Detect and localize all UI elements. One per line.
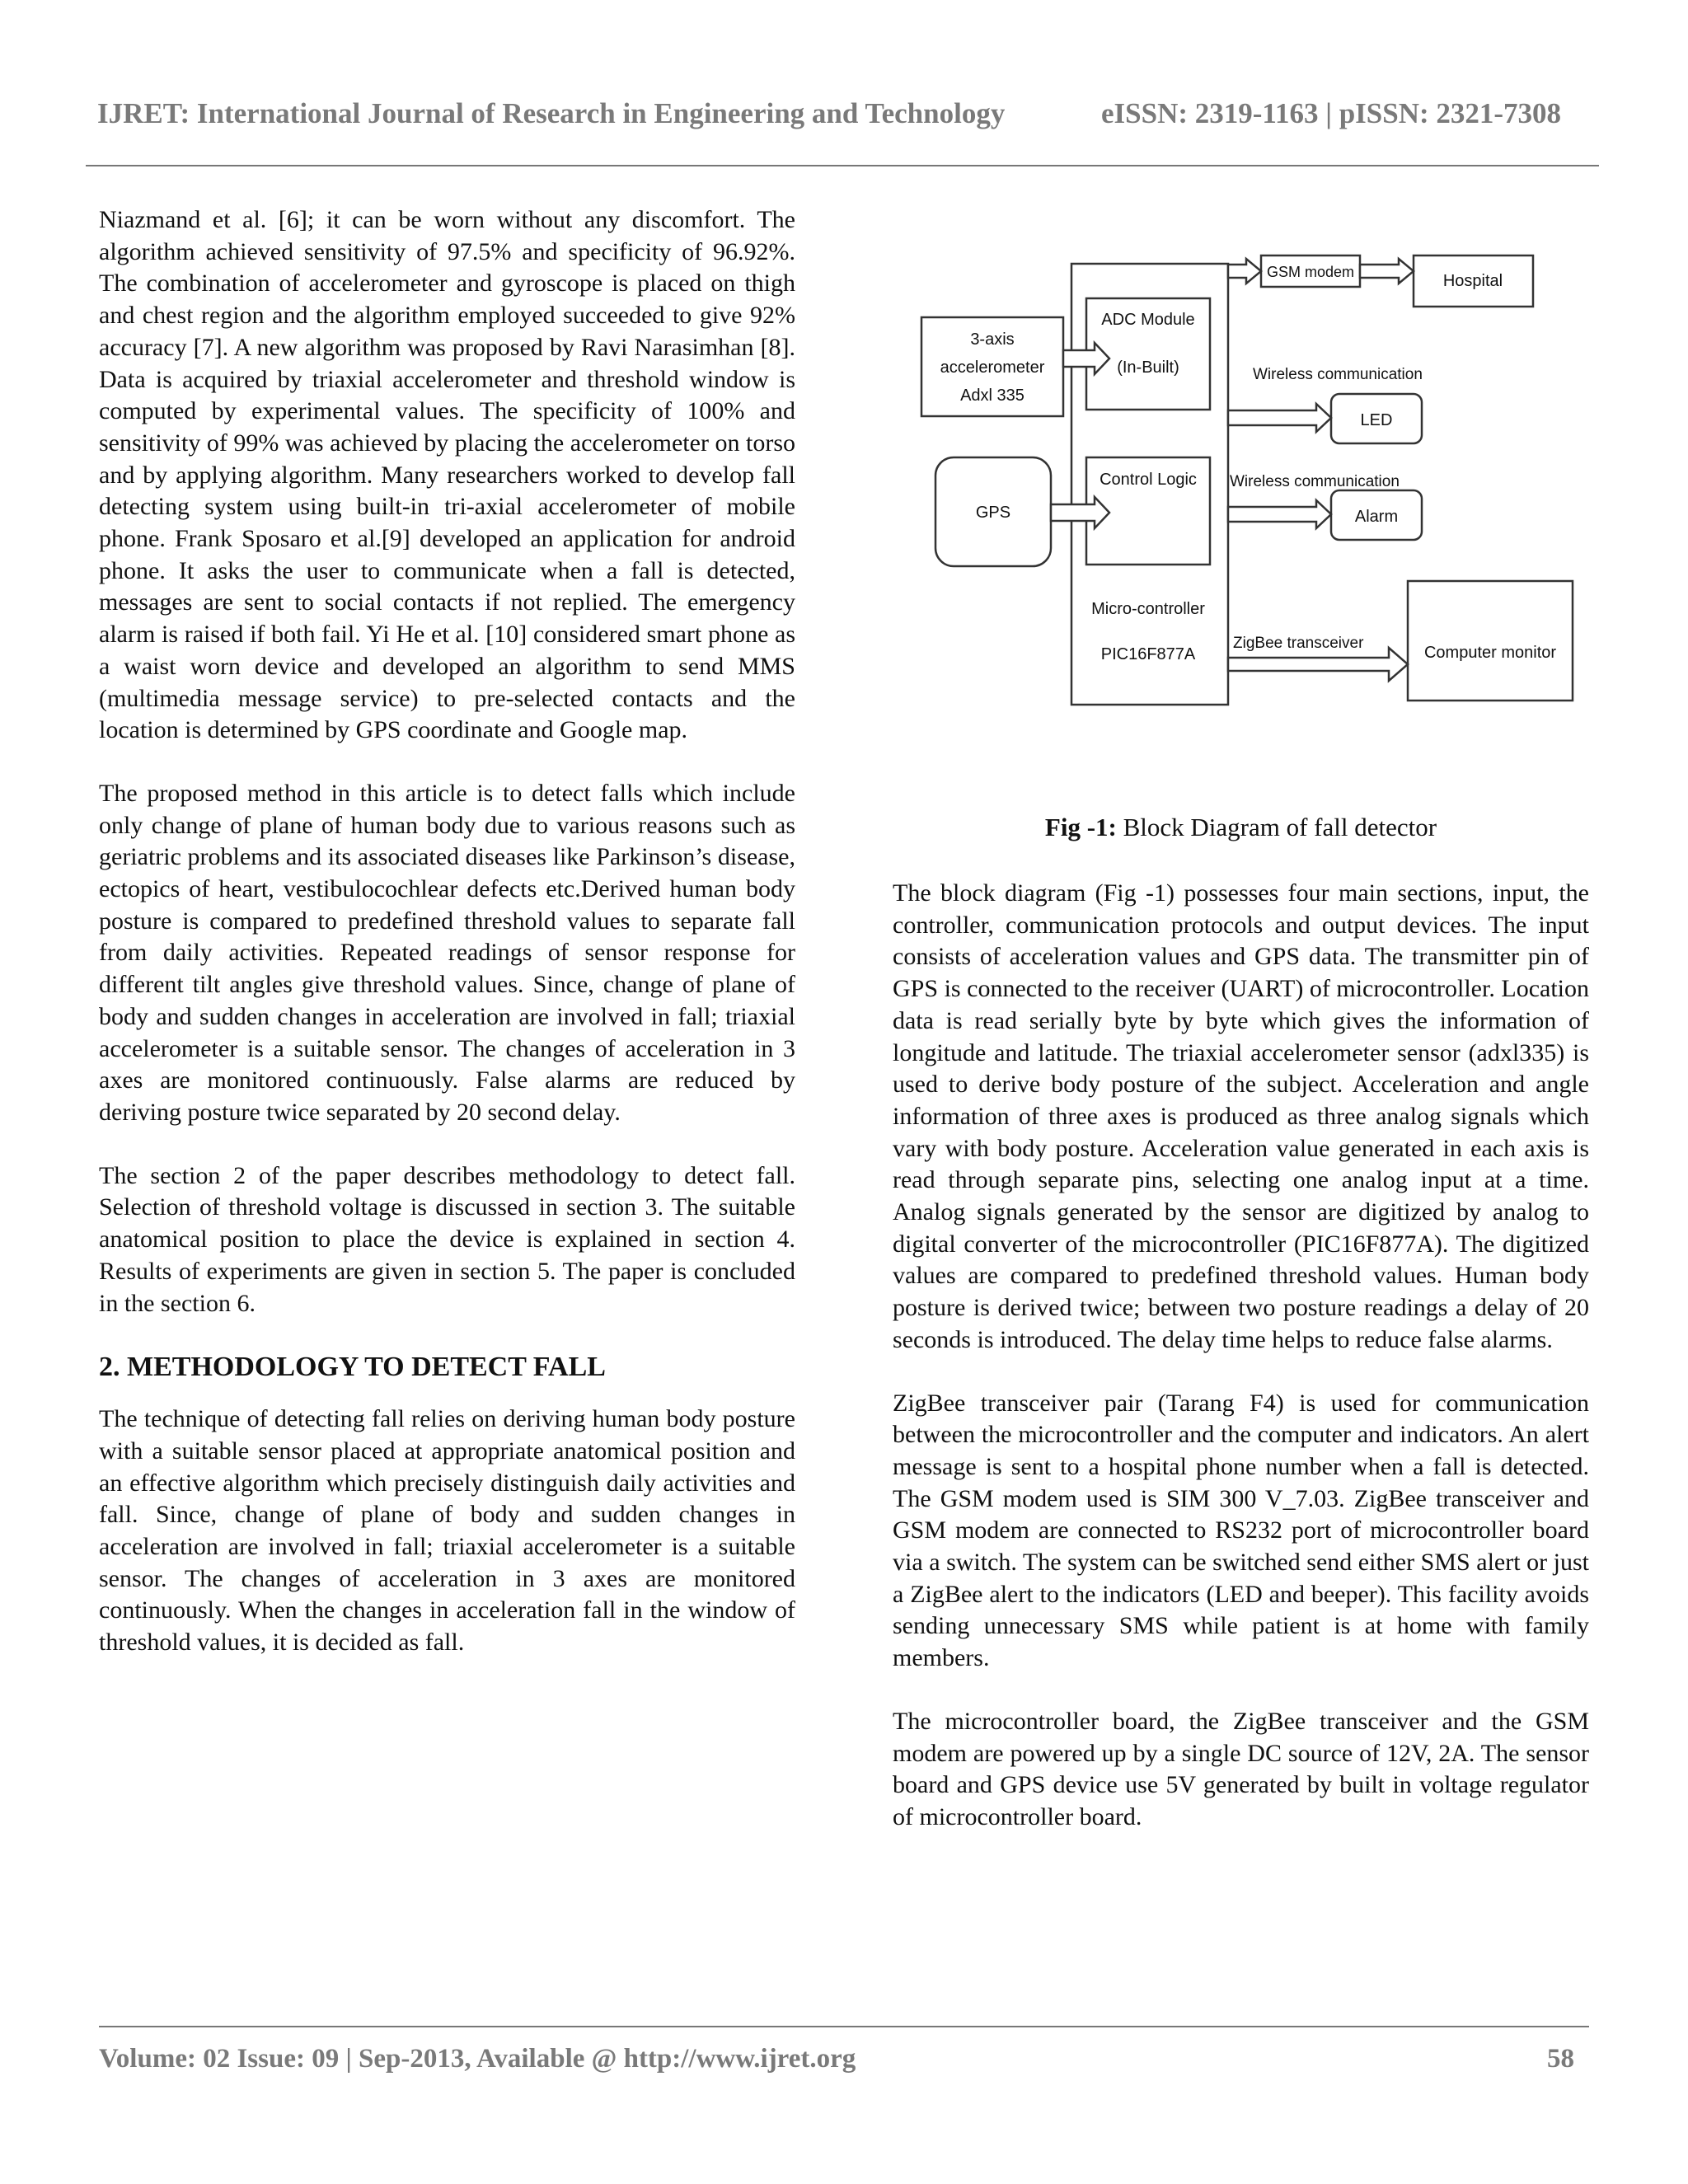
computer-label: Computer monitor	[1423, 644, 1557, 662]
paragraph: The technique of detecting fall relies on deriving human body posture with a suitable sensor placed at appropriate anatomical position and an effective algorithm which precisely distinguish daily activities and fall. Since, change of plane of body and sudden changes in acceleration are involved in fall; triaxial accelerometer is a suitable sensor. The changes of acceleration in 3 axes are monitored continuously. When the changes in acceleration fall in the window of threshold values, it is decided as fall.	[99, 1405, 795, 1657]
led-label: LED	[1360, 411, 1393, 429]
accel-label-1: 3-axis	[970, 330, 1015, 349]
figure-caption	[893, 813, 1589, 842]
paragraph: The microcontroller board, the ZigBee transceiver and the GSM modem are powered up by a single DC source of 12V, 2A. The sensor board and GPS device use 5V generated by built in voltage regulator of microcontroller board.	[893, 1707, 1589, 1830]
right-column	[893, 878, 1589, 1865]
alarm-label: Alarm	[1354, 508, 1399, 526]
arrow-gps-to-control	[1051, 497, 1109, 528]
issn-info: eISSN: 2319-1163 | pISSN: 2321-7308	[1101, 97, 1562, 129]
arrow-gsm-to-hospital	[1360, 259, 1414, 284]
gsm-label: GSM modem	[1266, 264, 1355, 280]
computer-monitor-block	[1408, 581, 1573, 701]
wireless-link-led: Wireless communication	[1253, 366, 1423, 383]
page-footer	[99, 2044, 1574, 2074]
zigbee-link: ZigBee transceiver	[1233, 635, 1364, 652]
paragraph: The section 2 of the paper describes methodology to detect fall. Selection of threshold voltage is discussed in section 3. The suitable anatomical position to place the device is explained in section 4. Results of experiments are given in section 5. The paper is concluded in the section 6.	[99, 1161, 795, 1317]
paragraph: Niazmand et al. [6]; it can be worn without any discomfort. The algorithm achieved sensitivity of 97.5% and specificity of 96.92%. The combination of accelerometer and gyroscope is placed on thigh and chest region and the algorithm employed succeeded to give 92% accuracy [7]. A new algorithm was proposed by Ravi Narasimhan [8]. Data is acquired by triaxial accelerometer and threshold window is computed by experimental values. The specificity of 100% and sensitivity of 99% was achieved by placing the accelerometer on torso and by applying algorithm. Many researchers worked to develop fall detecting system using built-in tri-axial accelerometer of mobile phone. Frank Sposaro et al.[9] developed an application for android phone. It asks the user to communicate when a fall is detected, messages are sent to social contacts if not replied. The emergency alarm is raised if both fail. Yi He et al. [10] considered smart phone as a waist worn device and developed an algorithm to send MMS (multimedia message service) to pre-selected contacts and the location is determined by GPS coordinate and Google map.	[99, 206, 795, 744]
paragraph: The block diagram (Fig -1) possesses four main sections, input, the controller, communication protocols and output devices. The input consists of acceleration values and GPS data. The transmitter pin of GPS is connected to the receiver (UART) of microcontroller. Location data is read serially byte by byte which gives the information of longitude and latitude. The triaxial accelerometer sensor (adxl335) is used to derive body posture of the subject. Acceleration and angle information of three axes is produced as three analog signals which vary with body posture. Acceleration value generated in each axis is read through separate pins, selecting one analog input at a time. Analog signals generated by the sensor are digitized by analog to digital converter of the microcontroller (PIC16F877A). The digitized values are compared to predefined threshold values. Human body posture is derived twice; between two posture readings a delay of 20 seconds is introduced. The delay time helps to reduce false alarms.	[893, 879, 1589, 1353]
journal-title: IJRET: International Journal of Research in Engineering and Technology	[97, 97, 1006, 129]
accel-label-3: Adxl 335	[960, 387, 1025, 405]
page-header	[97, 97, 1597, 130]
accel-label-2: accelerometer	[940, 359, 1045, 377]
gps-label: GPS	[975, 504, 1011, 522]
arrow-to-gsm	[1228, 259, 1261, 284]
adc-label-1: ADC Module	[1101, 311, 1195, 329]
left-column	[99, 204, 795, 1690]
paragraph: ZigBee transceiver pair (Tarang F4) is used for communication between the microcontroller and the computer and indicators. An alert message is sent to a hospital phone number when a fall is detected. The GSM modem used is SIM 300 V_7.03. ZigBee transceiver and GSM modem are connected to RS232 port of microcontroller board via a switch. The system can be switched send either SMS alert or just a ZigBee alert to the indicators (LED and beeper). This facility avoids sending unnecessary SMS while patient is at home with family members.	[893, 1389, 1589, 1672]
micro-label-1: Micro-controller	[1091, 600, 1205, 618]
adc-label-2: (In-Built)	[1117, 359, 1179, 377]
section-heading: 2. METHODOLOGY TO DETECT FALL	[99, 1352, 606, 1383]
footer-rule	[99, 2026, 1589, 2027]
page-number: 58	[1547, 2044, 1574, 2074]
header-rule	[86, 165, 1599, 166]
wireless-link-alarm: Wireless communication	[1230, 473, 1400, 490]
micro-label-2: PIC16F877A	[1100, 645, 1196, 663]
block-diagram	[907, 239, 1582, 766]
arrow-to-computer	[1228, 648, 1408, 681]
arrow-to-alarm	[1228, 500, 1331, 528]
paragraph: The proposed method in this article is to detect falls which include only change of plane of human body due to various reasons such as geriatric problems and its associated diseases like Parkinson’s disease, ectopics of heart, vestibulocochlear defects etc.Derived human body posture is compared to predefined threshold values to separate fall from daily activities. Repeated readings of sensor response for different tilt angles give threshold values. Since, change of plane of body and sudden changes in acceleration are involved in fall; triaxial accelerometer is a suitable sensor. The changes of acceleration in 3 axes are monitored continuously. False alarms are reduced by deriving posture twice separated by 20 second delay.	[99, 779, 795, 1126]
arrow-to-led	[1228, 404, 1331, 432]
hospital-label: Hospital	[1442, 272, 1503, 290]
control-logic-label: Control Logic	[1100, 471, 1197, 489]
caption-label: Fig -1:	[1044, 813, 1117, 841]
footer-volume: Volume: 02 Issue: 09 | Sep-2013, Available @ http://www.ijret.org	[99, 2044, 856, 2074]
caption-text: Block Diagram of fall detector	[1116, 813, 1437, 841]
